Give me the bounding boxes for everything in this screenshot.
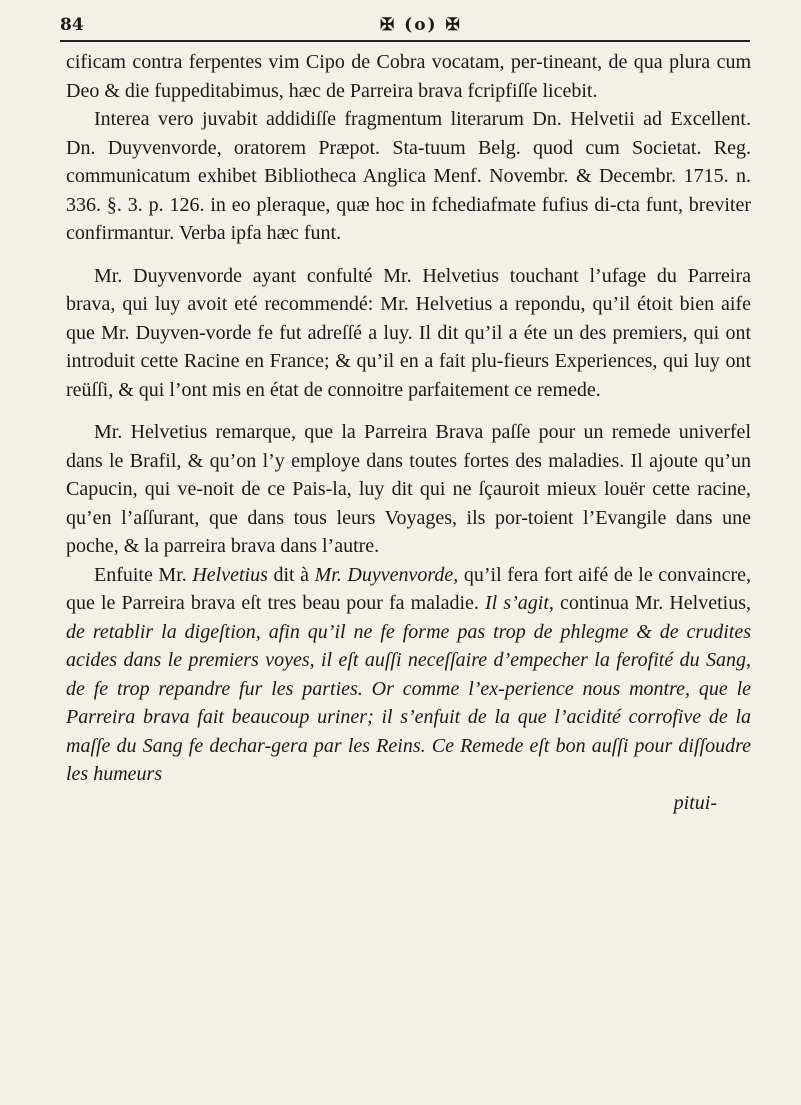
paragraph-2: Interea vero juvabit addidiſſe fragmentum literarum Dn. Helvetii ad Excellent. Dn. Duyvenvorde, oratorem Præpot. Sta-tuum Belg. quod cum Societat. Reg. communicatum exhibet Bibliotheca Anglica Menf. Novembr. & Decembr. 1715. n. 336. §. 3. p. 126. in eo pleraque, quæ hoc in fchediafmate fufius di-cta funt, breviter confirmantur. Verba ipfa hæc funt. xyxy=(66,108,751,244)
p5-text-g: continua Mr. Helvetius, xyxy=(559,592,752,614)
paragraph-1: cificam contra ferpentes vim Cipo de Cobra vocatam, per-tineant, de qua plura cum Deo & die fuppeditabimus, hæc de Parreira brava fcripfiſſe licebit. xyxy=(66,51,751,102)
p5-text-a: Enfuite Mr. xyxy=(94,563,187,586)
paragraph-4: Mr. Helvetius remarque, que la Parreira Brava paſſe pour un remede univerfel dans le Brafil, & qu’on l’y employe dans toutes fortes des maladies. Il ajoute qu’un Capucin, qui ve-noit de ce Pais-la, luy dit qui ne ſçauroit mieux louër cette racine, qu’en l’aſſurant, que dans tous leurs Voyages, ils por-toient l’Evangile dans une poche, & la parreira brava dans l’autre. xyxy=(66,421,751,557)
p5-text-e: qu’il fera fort aifé de le convaincre, que le Parreira brava eſt tres beau pour fa maladie. xyxy=(66,563,752,614)
body-text xyxy=(66,48,751,817)
page-header xyxy=(60,12,750,38)
header-ornament: ✠ (o) ✠ xyxy=(380,15,462,35)
p5-text-c: dit à xyxy=(273,563,310,586)
catchword: pitui- xyxy=(673,791,717,814)
p5-name-duyvenvorde: Mr. Duyvenvorde, xyxy=(314,563,459,586)
paragraph-5 xyxy=(66,561,751,789)
paragraph-3: Mr. Duyvenvorde ayant confulté Mr. Helvetius touchant l’ufage du Parreira brava, qui luy avoit eté recommendé: Mr. Helvetius a repondu, qu’il étoit bien aife que Mr. Duyven-vorde fe fut adreſſé a luy. Il dit qu’il a éte un des premiers, qui ont introduit cette Racine en France; & qu’il en a fait plu-fieurs Experiences, qui luy ont reüſſi, & qui l’ont mis en état de connoitre parfaitement ce remede. xyxy=(66,264,751,401)
p5-text-f: Il s’agit, xyxy=(485,592,554,614)
header-rule xyxy=(60,40,750,42)
page-number: 84 xyxy=(60,15,84,35)
p5-quote: de retablir la digeſtion, afin qu’il ne fe forme pas trop de phlegme & de crudites acides dans le premiers voyes, il eſt auſſi neceſſaire d’empecher la ferofité du Sang, de fe trop repandre fur les parties. Or comme l’ex-perience nous montre, que le Parreira brava fait beaucoup uriner; il s’enfuit de la que l’acidité corrofive de la maſſe du Sang fe dechar-gera par les Reins. Ce Remede eſt bon auſſi pour diſſoudre les humeurs xyxy=(66,620,751,785)
p5-name-helvetius: Helvetius xyxy=(192,563,268,586)
